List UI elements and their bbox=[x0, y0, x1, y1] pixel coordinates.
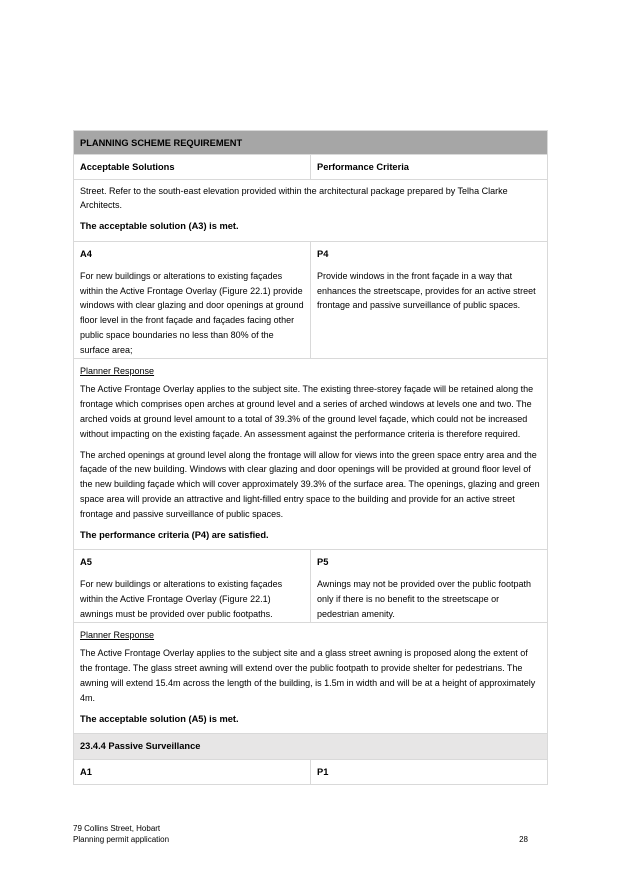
a4-p4-row bbox=[74, 241, 548, 358]
a1-label: A1 bbox=[74, 760, 311, 785]
p5-label: P5 bbox=[317, 557, 329, 568]
p4-text: Provide windows in the front façade in a way that enhances the streetscape, provides for an active street frontage and passive surveillance of public spaces. bbox=[317, 270, 536, 311]
response1-para2: The arched openings at ground level along the frontage will allow for views into the green space entry area and the façade of the new building. Windows with clear glazing and door openings will be provided at ground floor level of the new building façade which will cover approximately 39.3% of the surface area. The openings, glazing and green space area will provide an attractive and light-filled entry space to the building and provide for an active street frontage and passive surveillance of public spaces. bbox=[80, 449, 540, 519]
footer-address: 79 Collins Street, Hobart bbox=[73, 824, 161, 833]
page-footer bbox=[73, 823, 528, 845]
a1-p1-row bbox=[74, 760, 548, 785]
column-header-row bbox=[74, 154, 548, 179]
p1-label: P1 bbox=[311, 760, 548, 785]
planning-requirement-table bbox=[73, 130, 548, 785]
p4-cell bbox=[311, 241, 548, 358]
a5-p5-row bbox=[74, 550, 548, 622]
section-heading: 23.4.4 Passive Surveillance bbox=[74, 734, 548, 760]
response2-para1: The Active Frontage Overlay applies to the subject site and a glass street awning is proposed along the extent of the frontage. The glass street awning will extend over the public footpath to provide shelter for pedestrians. The awning will extend 15.4m across the length of the building, is 1.5m in width and will be at a height of approximately 4m. bbox=[80, 648, 536, 703]
response2-cell bbox=[74, 622, 548, 734]
response2-verdict: The acceptable solution (A5) is met. bbox=[80, 713, 239, 724]
response1-cell bbox=[74, 358, 548, 550]
page-number: 28 bbox=[519, 835, 528, 844]
planner-response-label: Planner Response bbox=[80, 365, 155, 376]
a5-text: For new buildings or alterations to existing façades within the Active Frontage Overlay (Figure 22.1) awnings must be provided over public footpaths. bbox=[80, 579, 283, 619]
a5-label: A5 bbox=[80, 557, 92, 568]
p5-text: Awnings may not be provided over the public footpath only if there is no benefit to the streetscape or pedestrian amenity. bbox=[317, 579, 531, 619]
intro-row bbox=[74, 179, 548, 241]
planner-response-label: Planner Response bbox=[80, 629, 155, 640]
intro-cell bbox=[74, 179, 548, 241]
a4-label: A4 bbox=[80, 248, 92, 259]
intro-text: Street. Refer to the south-east elevation provided within the architectural package prepared by Telha Clarke Architects. bbox=[80, 185, 508, 211]
intro-verdict: The acceptable solution (A3) is met. bbox=[80, 221, 239, 232]
section-row bbox=[74, 734, 548, 760]
response1-para1: The Active Frontage Overlay applies to the subject site. The existing three-storey façade will be retained along the frontage which comprises open arches at ground level and a series of arched windows at levels one and two. The arched voids at ground level amount to a total of 39.3% of the ground level façade, which could not be increased without impacting on the existing façade. An assessment against the performance criteria is therefore required. bbox=[80, 384, 534, 439]
col-acceptable-solutions: Acceptable Solutions bbox=[74, 154, 311, 179]
p4-label: P4 bbox=[317, 248, 329, 259]
a4-cell bbox=[74, 241, 311, 358]
response1-verdict: The performance criteria (P4) are satisfied. bbox=[80, 529, 269, 540]
col-performance-criteria: Performance Criteria bbox=[311, 154, 548, 179]
response2-row bbox=[74, 622, 548, 734]
response1-row bbox=[74, 358, 548, 550]
table-header: PLANNING SCHEME REQUIREMENT bbox=[74, 131, 548, 155]
table-header-row bbox=[74, 131, 548, 155]
a4-text: For new buildings or alterations to existing façades within the Active Frontage Overlay (Figure 22.1) provide windows with clear glazing and door openings at ground floor level in the front façade and façades facing other public space boundaries no less than 80% of the surface area; bbox=[80, 270, 304, 355]
footer-document: Planning permit application bbox=[73, 835, 170, 844]
p5-cell bbox=[311, 550, 548, 622]
a5-cell bbox=[74, 550, 311, 622]
